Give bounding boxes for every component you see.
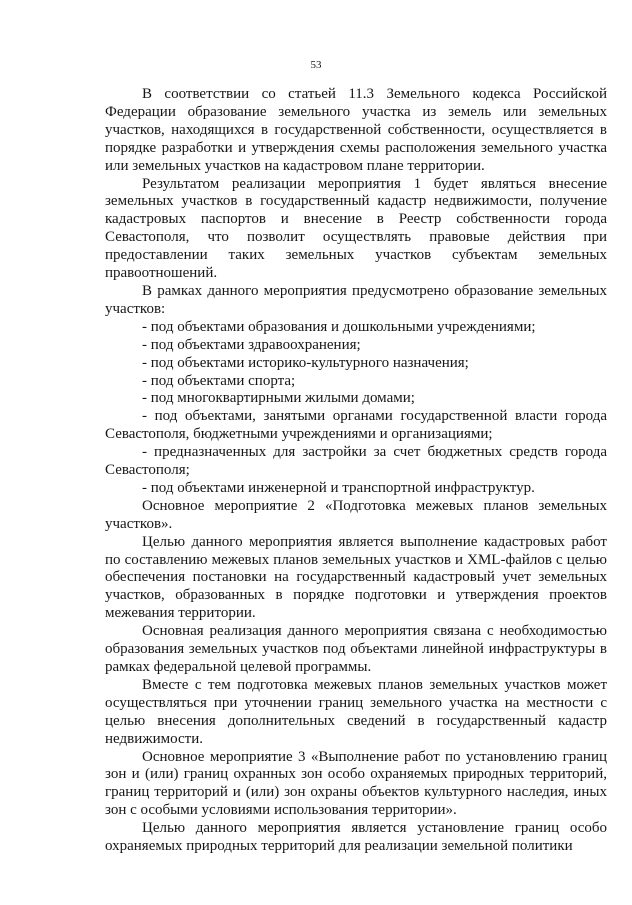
- list-item-government-bodies: - под объектами, занятыми органами государственной власти города Севастополя, бюджетными учреждениями и организациями;: [105, 408, 607, 443]
- list-item-apartment-buildings: - под многоквартирными жилыми домами;: [142, 390, 415, 407]
- list-item-budget-construction: - предназначенных для застройки за счет бюджетных средств города Севастополя;: [105, 444, 607, 479]
- page-number: 53: [310, 59, 322, 71]
- paragraph-boundary-refinement: Вместе с тем подготовка межевых планов земельных участков может осуществляться при уточнении границ земельного участка на местности с целью внесения дополнительных сведений в государственный кадастр недвижимости.: [105, 676, 607, 747]
- paragraph-activity-2-title: Основное мероприятие 2 «Подготовка межевых планов земельных участков».: [105, 497, 607, 532]
- list-item-cultural-heritage: - под объектами историко-культурного назначения;: [142, 354, 469, 371]
- paragraph-activity-3-title: Основное мероприятие 3 «Выполнение работ по установлению границ зон и (или) границ охранных зон особо охраняемых природных территорий, границ территорий и (или) зон охраны объектов культурного наследия, иных зон с особыми условиями использования территории».: [105, 748, 607, 819]
- paragraph-activity-scope: В рамках данного мероприятия предусмотрено образование земельных участков:: [105, 282, 607, 317]
- paragraph-activity-2-goal: Целью данного мероприятия является выполнение кадастровых работ по составлению межевых планов земельных участков и XML-файлов с целью обеспечения постановки на государственный кадастровый учет земельных участков, образованных в порядке подготовки и утверждения проектов межевания территории.: [105, 533, 607, 622]
- list-item-sport: - под объектами спорта;: [142, 372, 296, 389]
- paragraph-activity-1-result: Результатом реализации мероприятия 1 будет являться внесение земельных участков в государственный кадастр недвижимости, получение кадастровых паспортов и внесение в Реестр собственности города Севастополя, что позволит осуществлять правовые действия при предоставлении таких земельных участков субъектам земельных правоотношений.: [105, 175, 607, 282]
- list-item-infrastructure: - под объектами инженерной и транспортной инфраструктур.: [142, 479, 535, 496]
- document-body: [105, 86, 607, 856]
- list-item-healthcare: - под объектами здравоохранения;: [142, 336, 361, 353]
- paragraph-activity-2-implementation: Основная реализация данного мероприятия связана с необходимостью образования земельных участков под объектами линейной инфраструктуры в рамках федеральной целевой программы.: [105, 623, 607, 675]
- paragraph-activity-3-goal: Целью данного мероприятия является установление границ особо охраняемых природных территорий для реализации земельной политики: [105, 820, 607, 855]
- list-item-education: - под объектами образования и дошкольными учреждениями;: [142, 318, 536, 335]
- paragraph-land-formation-legal-basis: В соответствии со статьей 11.3 Земельного кодекса Российской Федерации образование земельного участка из земель или земельных участков, находящихся в государственной собственности, осуществляется в порядке разработки и утверждения схемы расположения земельного участка или земельных участков на кадастровом плане территории.: [105, 86, 607, 174]
